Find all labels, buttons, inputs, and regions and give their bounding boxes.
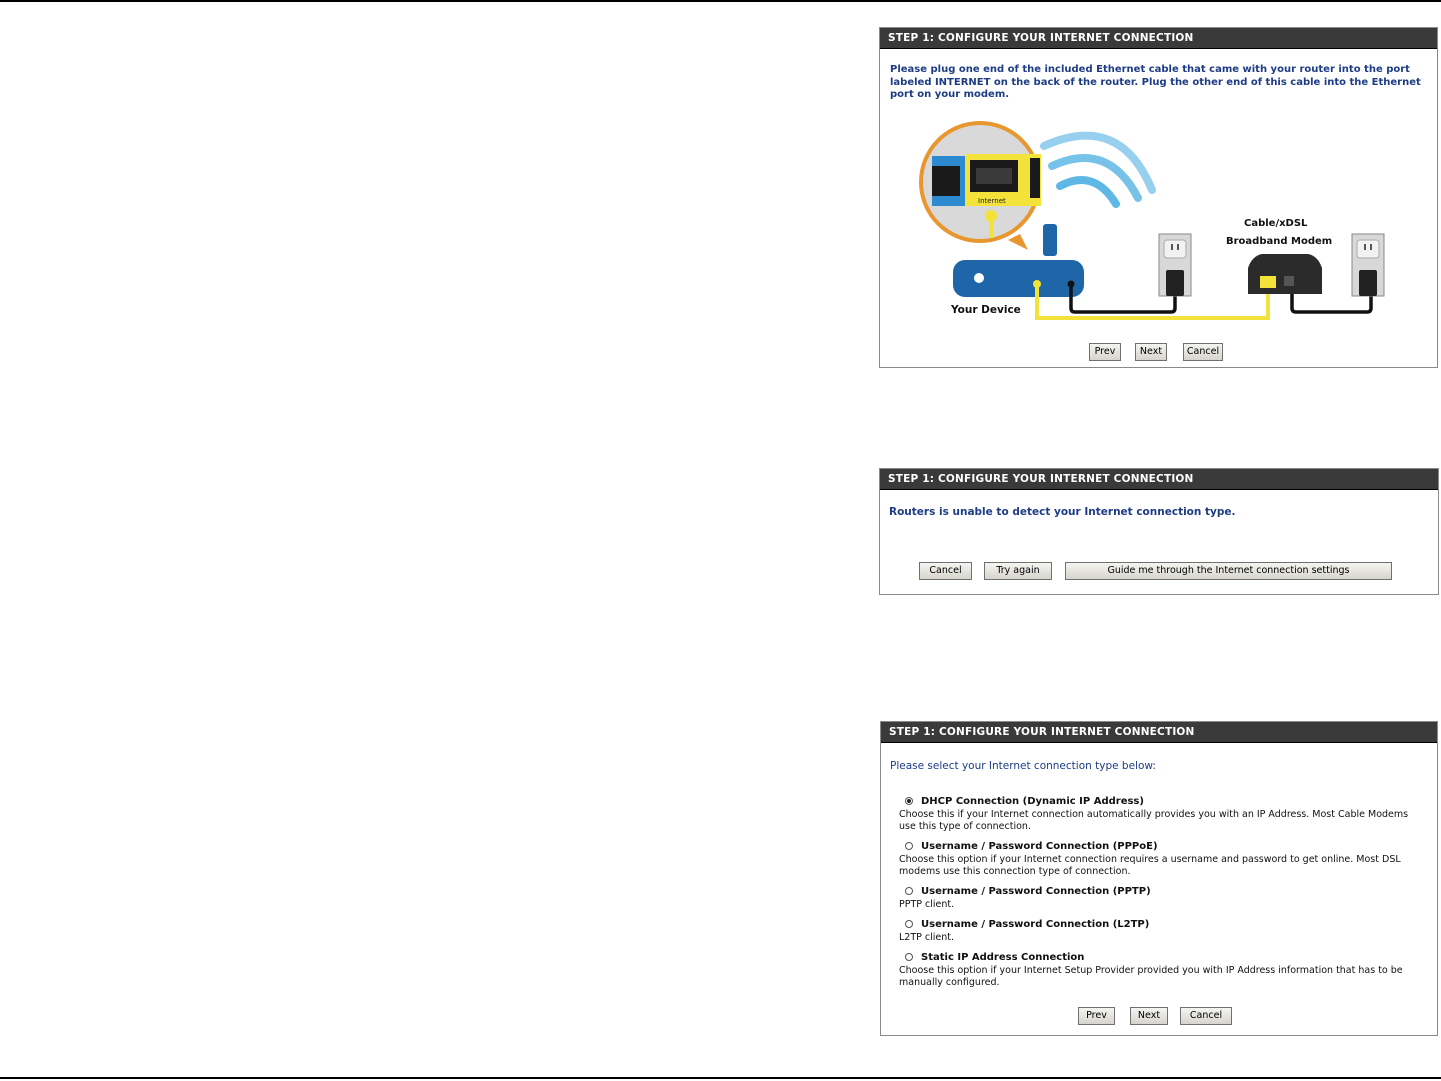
option-label: Static IP Address Connection xyxy=(921,951,1085,963)
pppoe-radio[interactable] xyxy=(905,842,913,850)
connection-type-panel xyxy=(880,721,1438,1036)
prev-button[interactable]: Prev xyxy=(1078,1007,1115,1025)
cancel-button[interactable]: Cancel xyxy=(1183,343,1223,361)
option-label: Username / Password Connection (L2TP) xyxy=(921,918,1150,930)
modem-icon xyxy=(1248,254,1322,294)
prev-button[interactable]: Prev xyxy=(1089,343,1121,361)
next-button[interactable]: Next xyxy=(1135,343,1167,361)
option-label: Username / Password Connection (PPPoE) xyxy=(921,840,1158,852)
option-description: Choose this option if your Internet connection requires a username and password to get online. Most DSL modems use this connection type of connection. xyxy=(899,854,1401,877)
modem-label-line2: Broadband Modem xyxy=(1226,236,1333,247)
option-dhcp xyxy=(899,795,1419,832)
static-ip-radio[interactable] xyxy=(905,953,913,961)
pptp-radio[interactable] xyxy=(905,887,913,895)
option-l2tp xyxy=(899,918,1419,944)
modem-label-line1: Cable/xDSL xyxy=(1244,218,1308,229)
option-description: L2TP client. xyxy=(899,932,955,943)
wifi-icon xyxy=(1044,136,1152,204)
panel-title: STEP 1: CONFIGURE YOUR INTERNET CONNECTION xyxy=(881,722,1437,743)
router-icon xyxy=(953,260,1084,297)
option-description: Choose this if your Internet connection automatically provides you with an IP Address. Most Cable Modems use this type of connection. xyxy=(899,809,1409,832)
panel-title: STEP 1: CONFIGURE YOUR INTERNET CONNECTION xyxy=(880,28,1437,49)
connection-diagram xyxy=(880,28,1439,369)
next-button[interactable]: Next xyxy=(1130,1007,1168,1025)
router-antenna xyxy=(1043,224,1057,256)
bottom-rule xyxy=(0,1077,1441,1079)
power-outlet-icon xyxy=(1159,234,1191,296)
option-description: PPTP client. xyxy=(899,899,955,910)
option-static-ip xyxy=(899,951,1419,988)
top-rule xyxy=(0,0,1441,2)
l2tp-radio[interactable] xyxy=(905,920,913,928)
connection-prompt: Please select your Internet connection type below: xyxy=(890,760,1156,772)
option-label: DHCP Connection (Dynamic IP Address) xyxy=(921,795,1144,807)
cancel-button[interactable]: Cancel xyxy=(919,562,972,580)
detect-failed-panel xyxy=(879,468,1439,595)
plug-in-cable-panel xyxy=(879,27,1438,368)
option-pppoe xyxy=(899,840,1419,877)
internet-port-zoom xyxy=(921,123,1041,250)
option-label: Username / Password Connection (PPTP) xyxy=(921,885,1151,897)
internet-port-label: Internet xyxy=(978,197,1006,205)
panel-title: STEP 1: CONFIGURE YOUR INTERNET CONNECTION xyxy=(880,469,1438,490)
dhcp-radio[interactable] xyxy=(905,797,913,805)
option-pptp xyxy=(899,885,1419,911)
power-outlet-icon xyxy=(1352,234,1384,296)
your-device-label: Your Device xyxy=(951,304,1021,316)
guide-me-button[interactable]: Guide me through the Internet connection settings xyxy=(1065,562,1392,580)
detect-message: Routers is unable to detect your Internet connection type. xyxy=(889,506,1236,518)
option-description: Choose this option if your Internet Setup Provider provided you with IP Address information that has to be manually configured. xyxy=(899,965,1403,988)
try-again-button[interactable]: Try again xyxy=(984,562,1052,580)
plug-instructions: Please plug one end of the included Ethernet cable that came with your router into the port labeled INTERNET on the back of the router. Plug the other end of this cable into the Ethernet port on your modem. xyxy=(890,64,1421,100)
cancel-button[interactable]: Cancel xyxy=(1180,1007,1232,1025)
